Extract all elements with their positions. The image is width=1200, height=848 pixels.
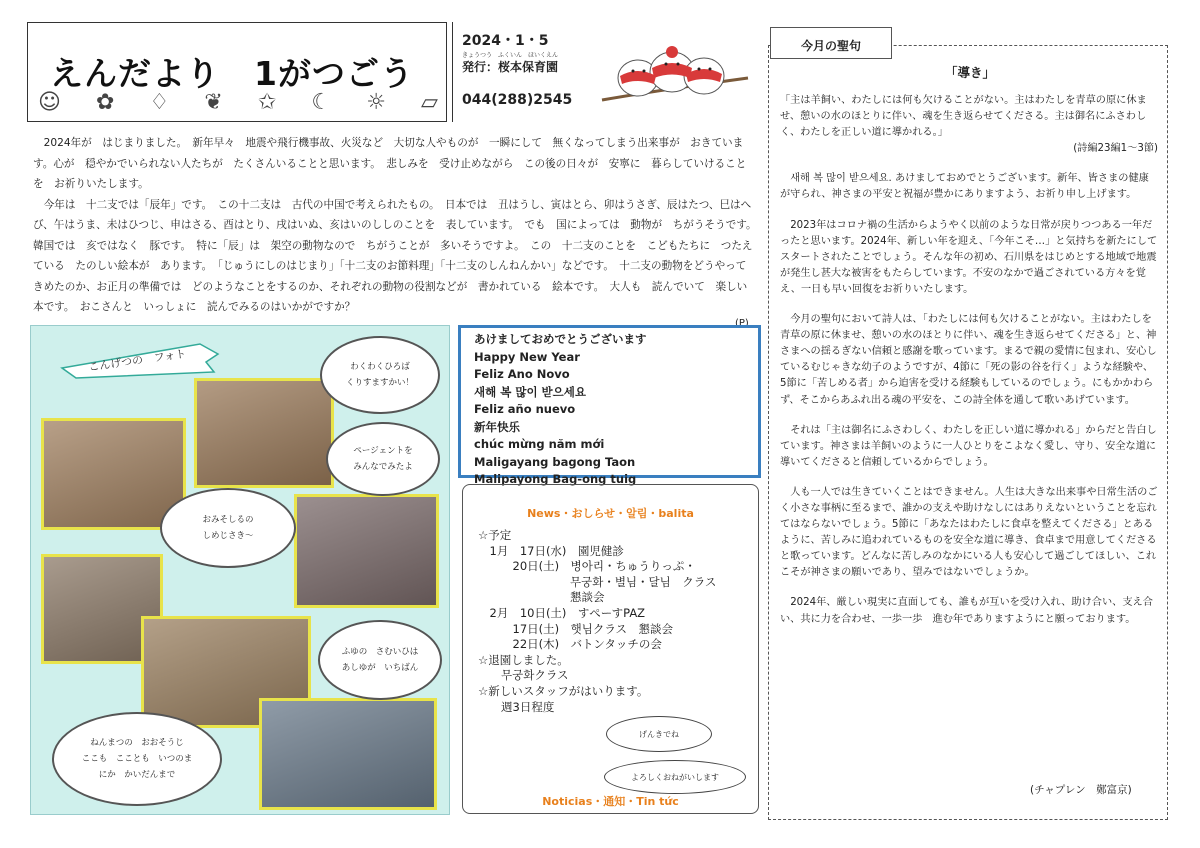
sun-icon: ☼ bbox=[366, 90, 386, 115]
news-line: 1月 17日(水) 園児健診 bbox=[478, 543, 624, 558]
news-line: 무궁화クラス bbox=[478, 668, 569, 683]
sermon-paragraph: 2023年はコロナ禍の生活からようやく以前のような日常が戻りつつある一年だったと思います。2024年、新しい年を迎え、「今年こそ…」と気持ちを新たにしてスタートされたことでしょう。そんな年の初め、石川県をはじめとする地域で地震が発生し甚大な被害をもたらしています。不安のなかで過ごされている方々を覚え、一日も早い回復をお祈りいたします。 bbox=[780, 219, 1158, 295]
publisher-ruby: きょうつう ふくいん ほいくえん bbox=[462, 52, 559, 59]
news-line: ☆退園しました。 bbox=[478, 652, 569, 667]
intro-text bbox=[33, 133, 762, 318]
sermon-title: 「導き」 bbox=[944, 65, 995, 80]
bubble-christmas: わくわくひろば くりすますかい！ bbox=[320, 336, 440, 414]
bubble-mushroom: おみそしるの しめじさき〜 bbox=[160, 488, 296, 568]
page-marker: (P) bbox=[735, 318, 749, 329]
photo-footbath bbox=[259, 698, 437, 810]
title-icon-row bbox=[38, 90, 438, 115]
news-line: 懇談会 bbox=[478, 590, 605, 605]
greeting-line: Malipayong Bag-ong tuig bbox=[474, 472, 637, 486]
news-line: 무궁화・별님・달님 クラス bbox=[478, 574, 717, 589]
intro-paragraph: 今年は 十二支では「辰年」です。 この十二支は 古代の中国で考えられたもの。 日本では 丑はうし、寅はとら、卯はうさぎ、辰はたつ、巳はへび、午はうま、未はひつじ、申はさる、酉はとり、戌はいぬ、亥はいのししのことを 表しています。 でも 国によっては 動物が ちがうそうです。 韓国では 亥ではなく 豚です。 特に「辰」は 架空の動物なので ちがうことが 多いそうですよ。 この 十二支のことを こどもたちに つたえている たのしい絵本が あります。 「じゅうにしのはじまり」「十二支のお節料理」「十二支のしんねんかい」などです。 十二支の動物をどうやってきめたのか、お正月の準備では どのようなことをするのか、それぞれの動物の役割などが 書かれている 絵本です。 大人も 読んでいて 楽しい本です。 おこさんと いっしょに 読んでみるのはいかがですか？ bbox=[33, 198, 762, 313]
photo-christmas-party bbox=[194, 378, 334, 488]
greeting-line: 新年快乐 bbox=[474, 419, 520, 434]
sermon-tab: 今月の聖句 bbox=[770, 27, 892, 59]
greeting-line: Maligayang bagong Taon bbox=[474, 454, 636, 469]
news-line: 2月 10日(土) すぺーすPAZ bbox=[478, 605, 646, 620]
news-schedule bbox=[478, 528, 716, 715]
bird-icon: ♢ bbox=[149, 90, 170, 115]
bubble-pageant: ページェントを みんなでみたよ bbox=[326, 422, 440, 496]
greeting-line: Happy New Year bbox=[474, 349, 580, 364]
leaf-icon: ❦ bbox=[204, 90, 223, 115]
news-line: 20日(土) 병아리・ちゅうりっぷ・ bbox=[478, 559, 696, 574]
bubble-footbath: ふゆの さむいひは あしゆが いちばん bbox=[318, 620, 442, 700]
news-line: ☆予定 bbox=[478, 528, 512, 542]
greeting-line: 새해 복 많이 받으세요 bbox=[474, 384, 586, 399]
intro-paragraph: 2024年が はじまりました。 新年早々 地震や飛行機事故、火災など 大切な人やものが 一瞬にして 無くなってしまう出来事が おきています。心が 穏やかでいられない人たちが たくさんいることと思います。 悲しみを 受け止めながら この後の日々が 安寧に 暮らしていけることを お祈りいたします。 bbox=[33, 137, 747, 190]
signature: (チャプレン 鄭富京) bbox=[1030, 784, 1132, 796]
photo-banner-label: こんげつの フォト bbox=[87, 347, 187, 374]
sermon-paragraph: 2024年、厳しい現実に直面しても、誰もが互いを受け入れ、助け合い、支え合い、共に力を合わせ、一歩一歩 進む年でありますようにと願っております。 bbox=[780, 597, 1153, 625]
moon-icon: ☾ bbox=[311, 90, 332, 115]
birds-illustration-icon bbox=[600, 38, 750, 108]
news-title: News・おしらせ・알림・balita bbox=[527, 507, 694, 520]
farewell-oval: げんきでね bbox=[606, 716, 712, 752]
sermon-paragraph: それは「主は御名にふさわしく、わたしを正しい道に導かれる」からだと告白しています。神さまは羊飼いのように一人ひとりをこよなく愛し、守り、安全な道に導いてくださると信頼しているからでしょう。 bbox=[780, 424, 1157, 468]
sermon-body bbox=[780, 93, 1158, 642]
greetings-list bbox=[474, 331, 647, 489]
smiley-icon: ☺ bbox=[38, 90, 61, 115]
news-footer: Noticias・通知・Tin tức bbox=[542, 795, 679, 808]
note-icon: ▱ bbox=[421, 90, 438, 115]
tulip-icon: ✿ bbox=[96, 90, 115, 115]
greeting-line: あけましておめでとうございます bbox=[474, 332, 647, 346]
sermon-paragraph: 人も一人では生きていくことはできません。人生は大きな出来事や日常生活のごく小さな事柄に至るまで、誰かの支えや助けなしにはありえないということを忘れてはならないでしょう。5節に「あなたはわたしに食卓を整えてくださる」とあるように、苦しみに追われているものを安全な道に導き、食卓まで用意してくださると歌っています。どんなに苦しみのなかにいる人も安心して過ごしてほしい、これこそが神さまの願いであり、望みではないでしょうか。 bbox=[780, 486, 1158, 579]
publisher: 発行：桜本保育園 bbox=[462, 60, 559, 74]
bubble-cleaning: ねんまつの おおそうじ ここも こことも いつのま にか かいだんまで bbox=[52, 712, 222, 806]
star-icon: ✩ bbox=[257, 90, 277, 115]
news-line: ☆新しいスタッフがはいります。 bbox=[478, 683, 649, 698]
verse-reference: (詩編23編1〜3節) bbox=[1073, 143, 1158, 155]
sermon-verse: 「主は羊飼い、わたしには何も欠けることがない。主はわたしを青草の原に休ませ、憩いの水のほとりに伴い、魂を生き返らせてくださる。主は御名にふさわしく、わたしを正しい道に導かれる。」 bbox=[780, 95, 1147, 139]
greeting-line: Feliz Ano Novo bbox=[474, 367, 570, 381]
issue-date: 2024・1・5 bbox=[462, 33, 549, 49]
newsletter-title: えんだより 1がつごう bbox=[50, 54, 414, 93]
phone-number: 044(288)2545 bbox=[462, 92, 573, 108]
news-line: 22日(木) バトンタッチの会 bbox=[478, 637, 662, 652]
greeting-line: Feliz año nuevo bbox=[474, 402, 576, 416]
sermon-paragraph: 今月の聖句において詩人は、「わたしには何も欠けることがない。主はわたしを青草の原に休ませ、憩いの水のほとりに伴い、魂を生き返らせてくださる」と、神さまへの揺るぎない信頼と感謝を歌っています。まるで親の愛情に包まれ、安心しているむじゃきな幼子のようですが、4節に「死の影の谷を行く」ような経験や、5節に「苦しめる者」から迫害を受ける経験もしているのでしょう。にもかかわらず、そこからあふれ出る魂の平安を、この詩全体を通して歌いあげています。 bbox=[780, 314, 1157, 406]
news-line: 週3日程度 bbox=[478, 699, 555, 714]
greeting-line: chúc mừng năm mới bbox=[474, 437, 605, 451]
welcome-oval: よろしくおねがいします bbox=[604, 760, 746, 794]
sermon-paragraph: 새해 복 많이 받으세요. あけましておめでとうございます。新年、皆さまの健康が守られ、神さまの平安と祝福が豊かにありますよう、お祈り申し上げます。 bbox=[780, 173, 1149, 201]
news-line: 17日(土) 햇님クラス 懇談会 bbox=[478, 621, 673, 636]
photo-pageant bbox=[294, 494, 439, 608]
